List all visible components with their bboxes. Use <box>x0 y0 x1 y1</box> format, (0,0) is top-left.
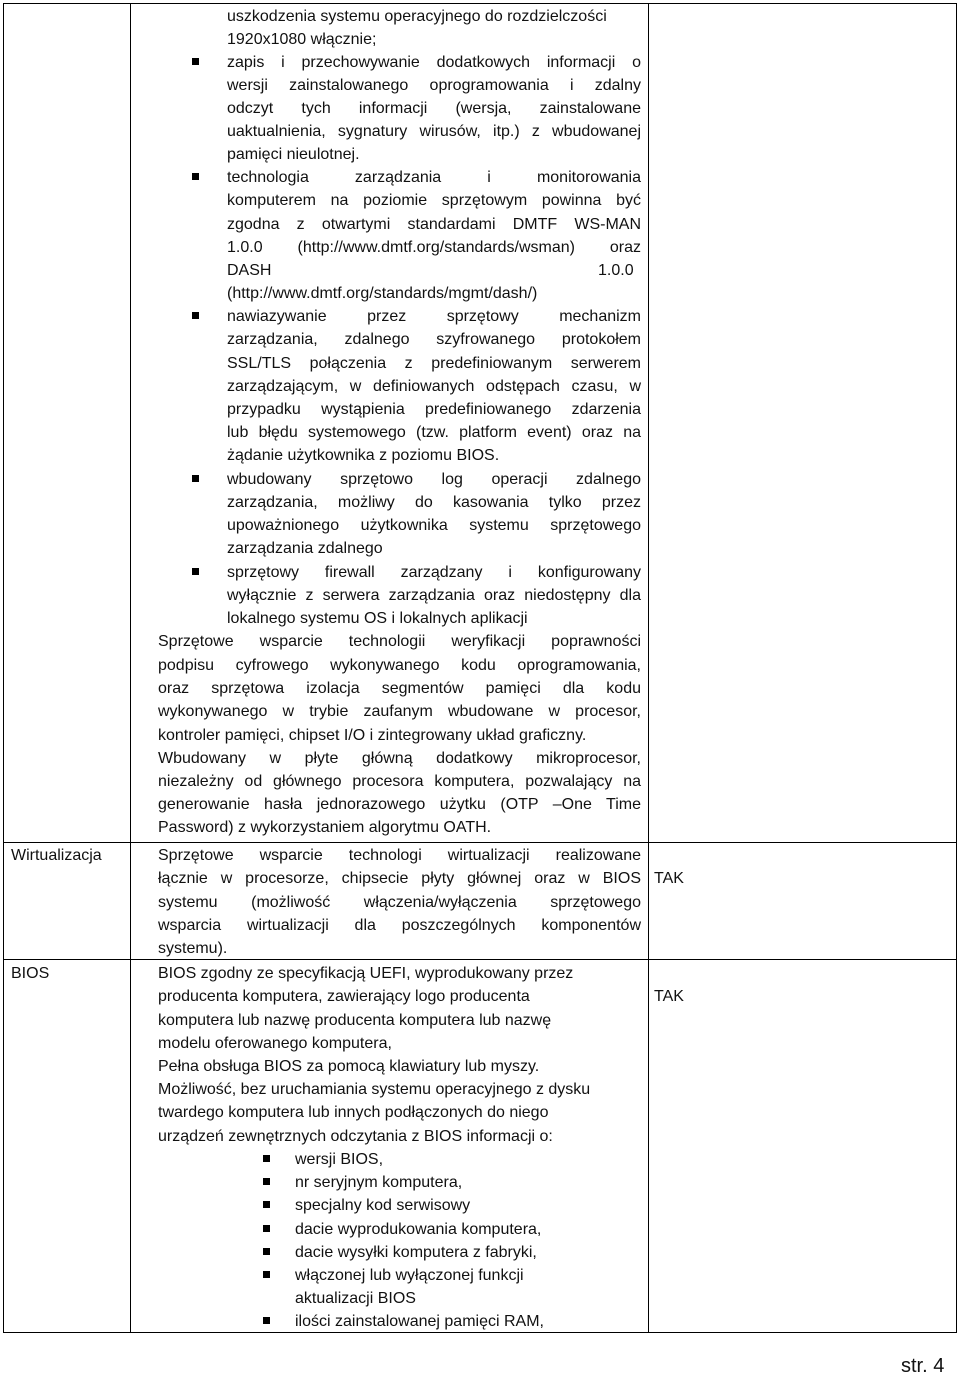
square-bullet-icon <box>192 475 199 482</box>
text-line: systemu (możliwość włączenia/wyłączenia sprzętowego <box>158 894 641 911</box>
text-line: systemu). <box>158 940 228 957</box>
text-line: sprzętowy firewall zarządzany i konfigurowany <box>227 564 641 581</box>
page-number: str. 4 <box>901 1355 945 1377</box>
text-line: wsparcia wirtualizacji dla poszczególnych komponentów <box>158 917 641 934</box>
text-line: Pełna obsługa BIOS za pomocą klawiatury lub myszy. <box>158 1058 540 1075</box>
square-bullet-icon <box>263 1225 270 1232</box>
text-line: zgodna z otwartymi standardami DMTF WS-MAN <box>227 216 641 233</box>
answer-virtualization: TAK <box>654 870 684 887</box>
list-item: dacie wysyłki komputera z fabryki, <box>295 1244 537 1261</box>
text-line: Wbudowany w płyte główną dodatkowy mikroprocesor, <box>158 750 641 767</box>
square-bullet-icon <box>192 568 199 575</box>
text-line: odczyt tych informacji (wersja, zainstalowane <box>227 100 641 117</box>
text-line: niezależny od głównego procesora komputera, pozwalający na <box>158 773 641 790</box>
text-line: DASH <box>227 262 272 279</box>
text-line: urządzeń zewnętrznych odczytania z BIOS informacji o: <box>158 1128 553 1145</box>
text-line: wbudowany sprzętowo log operacji zdalnego <box>227 471 641 488</box>
text-line: Sprzętowe wsparcie technologii weryfikacji poprawności <box>158 633 641 650</box>
square-bullet-icon <box>263 1248 270 1255</box>
text-line: przypadku wystąpienia predefiniowanego zdarzenia <box>227 401 641 418</box>
list-item: aktualizacji BIOS <box>295 1290 416 1307</box>
text-line: twardego komputera lub innych podłączonych do niego <box>158 1104 549 1121</box>
row-divider-virtualization <box>4 842 956 843</box>
answer-bios: TAK <box>654 988 684 1005</box>
text-line: generowanie hasła jednorazowego użytku (OTP –One Time <box>158 796 641 813</box>
text-line: SSL/TLS połączenia z predefiniowanym serwerem <box>227 355 641 372</box>
text-line: Możliwość, bez uruchamiania systemu operacyjnego z dysku <box>158 1081 591 1098</box>
list-item: nr seryjnym komputera, <box>295 1174 463 1191</box>
list-item: ilości zainstalowanej pamięci RAM, <box>295 1313 544 1330</box>
text-line: 1920x1080 włącznie; <box>227 31 377 48</box>
square-bullet-icon <box>192 312 199 319</box>
text-line: pamięci nieulotnej. <box>227 146 360 163</box>
square-bullet-icon <box>263 1317 270 1324</box>
square-bullet-icon <box>192 173 199 180</box>
text-line: Sprzętowe wsparcie technologi wirtualizacji realizowane <box>158 847 641 864</box>
square-bullet-icon <box>192 58 199 65</box>
text-line: kontroler pamięci, chipset I/O i zintegrowany układ graficzny. <box>158 727 587 744</box>
text-line: oraz sprzętowa izolacja segmentów pamięci dla kodu <box>158 680 641 697</box>
text-line: zapis i przechowywanie dodatkowych informacji o <box>227 54 641 71</box>
square-bullet-icon <box>263 1178 270 1185</box>
text-line: podpisu cyfrowego wykonywanego kodu oprogramowania, <box>158 657 641 674</box>
text-line: zarządzającym, w definiowanych odstępach czasu, w <box>227 378 641 395</box>
list-item: włączonej lub wyłączonej funkcji <box>295 1267 524 1284</box>
text-line: lokalnego systemu OS i lokalnych aplikacji <box>227 610 528 627</box>
text-line: lub błędu systemowego (tzw. platform event) oraz na <box>227 424 641 441</box>
text-line: komputerem na poziomie sprzętowym powinna być <box>227 192 641 209</box>
text-line: upoważnionego użytkownika systemu sprzętowego <box>227 517 641 534</box>
text-line: zarządzania, możliwy do kasowania tylko przez <box>227 494 641 511</box>
text-line: wersji zainstalowanego oprogramowania i zdalny <box>227 77 641 94</box>
text-line: żądanie użytkownika z poziomu BIOS. <box>227 447 500 464</box>
text-line: (http://www.dmtf.org/standards/mgmt/dash/) <box>227 285 538 302</box>
text-line: zarządzania zdalnego <box>227 540 383 557</box>
column-divider-2 <box>648 4 649 1332</box>
square-bullet-icon <box>263 1271 270 1278</box>
text-line: uszkodzenia systemu operacyjnego do rozdzielczości <box>227 8 607 25</box>
text-line: producenta komputera, zawierający logo producenta <box>158 988 530 1005</box>
list-item: wersji BIOS, <box>295 1151 384 1168</box>
square-bullet-icon <box>263 1201 270 1208</box>
text-line: wykonywanego w trybie zaufanym wbudowane w procesor, <box>158 703 641 720</box>
text-line: zarządzania, zdalnego szyfrowanego protokołem <box>227 331 641 348</box>
row-divider-bios <box>4 959 956 960</box>
text-line: uaktualnienia, sygnatury wirusów, itp.) z wbudowanej <box>227 123 641 140</box>
row-label-virtualization: Wirtualizacja <box>11 847 102 864</box>
text-line: komputera lub nazwę producenta komputera lub nazwę <box>158 1012 552 1029</box>
text-line: 1.0.0 (http://www.dmtf.org/standards/wsman) oraz <box>227 239 641 256</box>
list-item: specjalny kod serwisowy <box>295 1197 471 1214</box>
text-line: modelu oferowanego komputera, <box>158 1035 392 1052</box>
text-line: BIOS zgodny ze specyfikacją UEFI, wyprodukowany przez <box>158 965 574 982</box>
row-label-bios: BIOS <box>11 965 50 982</box>
list-item: dacie wyprodukowania komputera, <box>295 1221 542 1238</box>
square-bullet-icon <box>263 1155 270 1162</box>
text-line: nawiazywanie przez sprzętowy mechanizm <box>227 308 641 325</box>
text-line: łącznie w procesorze, chipsecie płyty głównej oraz w BIOS <box>158 870 641 887</box>
text-line: Password) z wykorzystaniem algorytmu OATH. <box>158 819 492 836</box>
column-divider-1 <box>130 4 131 1332</box>
text-line: 1.0.0 <box>598 262 634 279</box>
text-line: wyłącznie z serwera zarządzania oraz niedostępny dla <box>227 587 641 604</box>
text-line: technologia zarządzania i monitorowania <box>227 169 641 186</box>
